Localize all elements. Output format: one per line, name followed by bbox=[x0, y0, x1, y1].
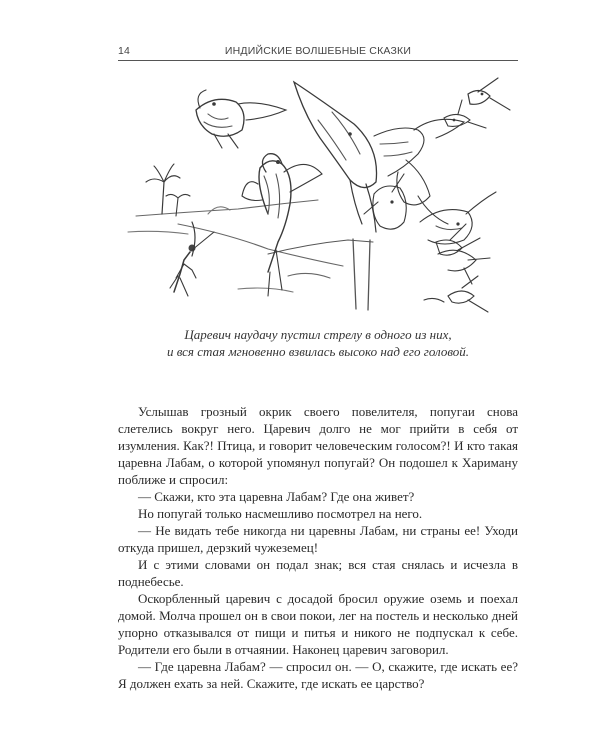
paragraph: И с этими словами он подал знак; вся стая снялась и исчезла в поднебесье. bbox=[118, 557, 518, 589]
caption-line: Царевич наудачу пустил стрелу в одного из них, bbox=[184, 327, 452, 342]
page-number: 14 bbox=[118, 45, 131, 57]
running-header bbox=[118, 45, 518, 61]
caption-line: и вся стая мгновенно взвилась высоко над его головой. bbox=[166, 344, 470, 359]
book-title: ИНДИЙСКИЕ ВОЛШЕБНЫЕ СКАЗКИ bbox=[224, 45, 412, 57]
parrots-flock-illustration bbox=[118, 64, 518, 314]
paragraph: — Где царевна Лабам? — спросил он. — О, скажите, где искать ее? Я должен ехать за ней. Скажите, где искать ее царство? bbox=[118, 659, 518, 691]
paragraph: — Скажи, кто эта царевна Лабам? Где она живет? bbox=[138, 489, 415, 504]
paragraph: — Не видать тебе никогда ни царевны Лабам, ни страны ее! Уходи откуда пришел, дерзкий чужеземец! bbox=[118, 523, 518, 555]
illustration-caption bbox=[118, 326, 518, 360]
header-rule bbox=[118, 60, 518, 61]
paragraph: Услышав грозный окрик своего повелителя, попугаи снова слетелись вокруг него. Царевич долго не мог прийти в себя от изумления. Как?! Птица, и говорит человеческим голосом?! И кто такая царевна Лабам, о которой упомянул попугай? Он подошел к Хариману поближе и спросил: bbox=[118, 404, 518, 487]
paragraph: Но попугай только насмешливо посмотрел на него. bbox=[138, 506, 423, 521]
body-text bbox=[118, 403, 518, 692]
paragraph: Оскорбленный царевич с досадой бросил оружие оземь и поехал домой. Молча прошел он в свои покои, лег на постель и несколько дней упорно отказывался от пищи и питья и никого не подпускал к себе. Родители его были в отчаянии. Наконец царевич заговорил. bbox=[118, 591, 518, 657]
